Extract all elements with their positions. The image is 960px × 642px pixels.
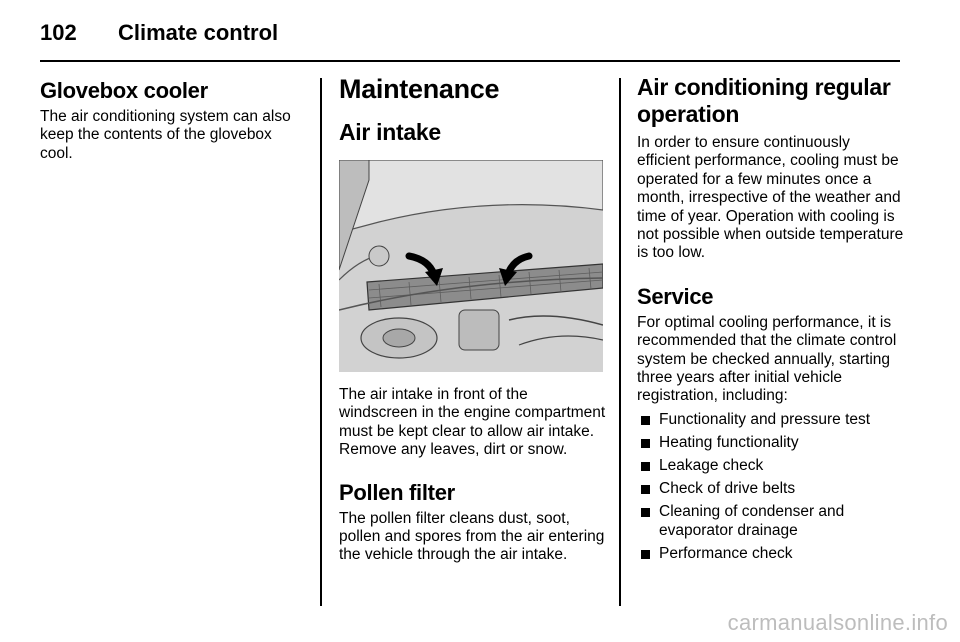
watermark: carmanualsonline.info (727, 610, 948, 635)
list-item-text: Performance check (659, 545, 793, 563)
service-heading: Service (637, 283, 714, 309)
list-item (637, 434, 905, 452)
air-intake-heading: Air intake (339, 119, 441, 145)
header-rule (40, 60, 900, 62)
list-item (637, 503, 905, 540)
bullet-square-icon (641, 462, 650, 471)
list-item-text: Cleaning of condenser and evaporator drainage (659, 503, 845, 539)
list-item-text: Leakage check (659, 457, 764, 475)
list-item (637, 480, 905, 498)
list-item (637, 457, 905, 475)
pollen-filter-heading: Pollen filter (339, 479, 455, 505)
ac-operation-heading: Air conditioning regular operation (637, 74, 891, 127)
air-intake-text: The air intake in front of the windscreen in the engine compartment must be kept clear to allow air intake. Remove any leaves, dirt or snow. (339, 386, 606, 459)
list-item-text: Functionality and pressure test (659, 410, 871, 428)
column-glovebox (40, 74, 308, 163)
service-text: For optimal cooling performance, it is recommended that the climate control system be checked annually, starting three years after initial vehicle registration, including: (637, 313, 897, 405)
list-item-text: Heating functionality (659, 433, 799, 451)
glovebox-text: The air conditioning system can also keep the contents of the glovebox cool. (40, 108, 291, 162)
pollen-filter-text: The pollen filter cleans dust, soot, pollen and spores from the air entering the vehicle through the air intake. (339, 509, 605, 564)
column-divider-2 (619, 78, 621, 606)
list-item (637, 545, 905, 563)
air-intake-figure (339, 160, 603, 372)
list-item (637, 411, 905, 429)
engine-bay-illustration-icon (339, 160, 603, 372)
section-title: Climate control (118, 20, 279, 45)
column-air-conditioning (637, 74, 905, 564)
bullet-square-icon (641, 485, 650, 494)
bullet-square-icon (641, 508, 650, 517)
column-maintenance (339, 74, 607, 565)
bullet-square-icon (641, 439, 650, 448)
maintenance-heading: Maintenance (339, 74, 500, 104)
page-number: 102 (40, 20, 77, 45)
ac-operation-text: In order to ensure continuously efficient performance, cooling must be operated for a few minutes once a month, irrespective of the weather and time of year. Operation with cooling is not possible when outside temperature is too low. (637, 134, 904, 262)
bullet-square-icon (641, 416, 650, 425)
list-item-text: Check of drive belts (659, 480, 796, 498)
service-list (637, 411, 905, 564)
column-divider-1 (320, 78, 322, 606)
glovebox-heading: Glovebox cooler (40, 78, 208, 103)
bullet-square-icon (641, 550, 650, 559)
page-header (40, 18, 900, 62)
